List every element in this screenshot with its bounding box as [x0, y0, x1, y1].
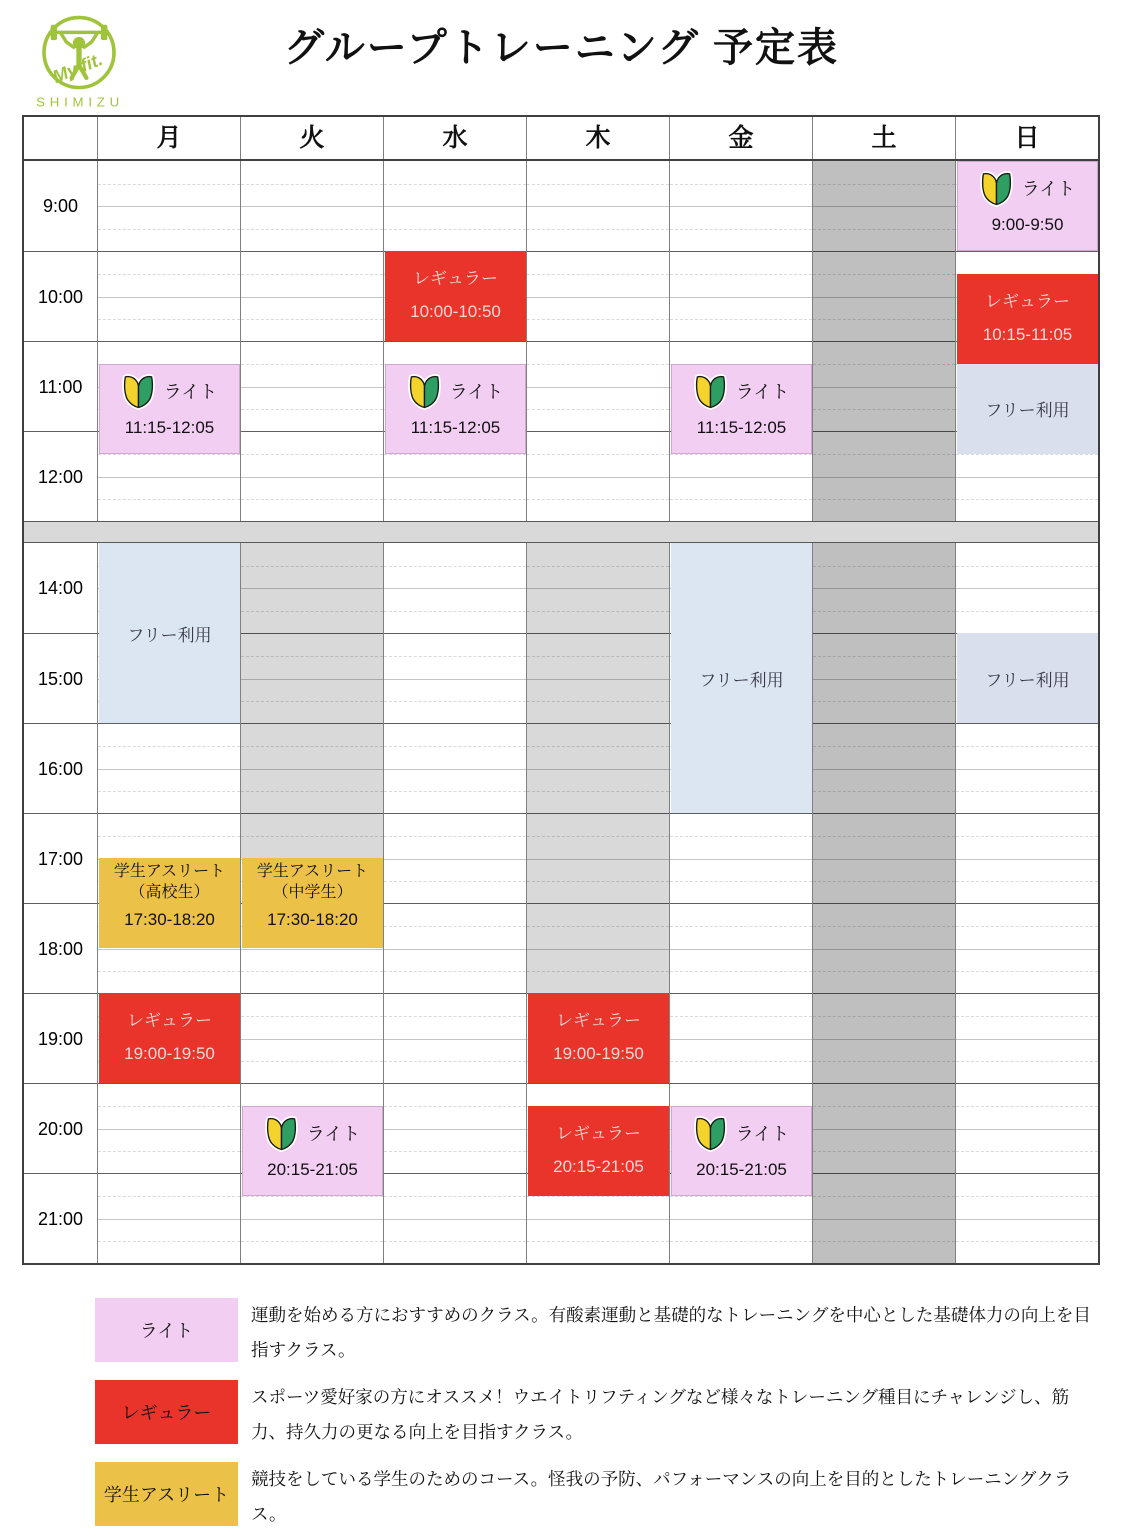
quarter-gridline: [956, 566, 1098, 567]
free-use-label: フリー利用: [699, 670, 784, 690]
hour-cell: [670, 993, 812, 1083]
quarter-gridline: [527, 229, 669, 230]
class-block-light: [242, 1106, 383, 1196]
logo-brand-text: My fit.: [49, 48, 106, 88]
day-column-tue: [240, 161, 383, 1263]
hour-cell: [98, 251, 240, 341]
quarter-gridline: [670, 454, 812, 455]
schedule-body: [24, 161, 1098, 1263]
hour-cell: [241, 341, 383, 431]
class-block-regular: [528, 993, 669, 1083]
free-use-block: [99, 543, 240, 723]
quarter-gridline: [384, 679, 526, 680]
free-use-label: フリー利用: [127, 625, 212, 645]
quarter-gridline: [527, 297, 669, 298]
quarter-gridline: [527, 319, 669, 320]
hour-cell: [956, 813, 1098, 903]
class-block-light: [671, 1106, 812, 1196]
beginner-mark-icon: [980, 169, 1013, 207]
class-time: 9:00-9:50: [991, 215, 1064, 234]
time-column: [24, 161, 97, 1263]
class-label: ライト: [163, 381, 218, 402]
quarter-gridline: [956, 746, 1098, 747]
time-label: 17:00: [24, 813, 97, 903]
quarter-gridline: [98, 1151, 240, 1152]
quarter-gridline: [384, 971, 526, 972]
time-label: 12:00: [24, 431, 97, 521]
free-use-label: フリー利用: [985, 401, 1070, 420]
quarter-gridline: [241, 1219, 383, 1220]
page-title: グループトレーニング 予定表: [283, 26, 840, 70]
class-time: 11:15-12:05: [696, 417, 787, 437]
quarter-gridline: [384, 746, 526, 747]
class-time: 11:15-12:05: [410, 417, 501, 437]
quarter-gridline: [241, 297, 383, 298]
quarter-gridline: [670, 1219, 812, 1220]
time-label: 21:00: [24, 1173, 97, 1263]
quarter-gridline: [384, 836, 526, 837]
quarter-gridline: [98, 949, 240, 950]
free-use-block: [671, 543, 812, 813]
hour-cell: [384, 903, 526, 993]
quarter-gridline: [241, 1016, 383, 1017]
quarter-gridline: [384, 1196, 526, 1197]
quarter-gridline: [956, 1196, 1098, 1197]
class-label: レギュラー: [556, 1123, 641, 1143]
class-label: ライト: [735, 1123, 790, 1144]
quarter-gridline: [956, 499, 1098, 500]
quarter-gridline: [384, 184, 526, 185]
quarter-gridline: [98, 499, 240, 500]
hour-cell: [670, 161, 812, 251]
quarter-gridline: [98, 274, 240, 275]
midday-closed-band: [24, 521, 1098, 543]
hour-cell: [956, 903, 1098, 993]
hour-cell: [384, 813, 526, 903]
class-time: 10:00-10:50: [410, 302, 501, 321]
beginner-mark-icon: [694, 1114, 727, 1152]
time-label: 11:00: [24, 341, 97, 431]
class-label: 学生アスリート: [113, 863, 226, 880]
hour-cell: [384, 633, 526, 723]
quarter-gridline: [241, 1196, 383, 1197]
beginner-mark-icon: [122, 372, 155, 410]
quarter-gridline: [241, 206, 383, 207]
day-header-sat: 土: [812, 117, 955, 159]
quarter-gridline: [98, 477, 240, 478]
quarter-gridline: [241, 499, 383, 500]
quarter-gridline: [241, 184, 383, 185]
legend-item-student: [95, 1462, 1105, 1529]
quarter-gridline: [670, 274, 812, 275]
quarter-gridline: [241, 409, 383, 410]
class-time: 20:15-21:05: [267, 1159, 358, 1179]
quarter-gridline: [384, 566, 526, 567]
quarter-gridline: [241, 477, 383, 478]
quarter-gridline: [670, 319, 812, 320]
class-sublabel: （高校生）: [129, 884, 210, 901]
quarter-gridline: [527, 1241, 669, 1242]
closed-block-sat: [813, 543, 955, 1263]
class-block-regular: [385, 251, 526, 341]
class-label: ライト: [449, 381, 504, 402]
hour-cell: [384, 993, 526, 1083]
hour-cell: [527, 161, 669, 251]
quarter-gridline: [98, 1196, 240, 1197]
beginner-mark-icon: [265, 1114, 298, 1152]
hour-cell: [527, 431, 669, 521]
beginner-mark-icon: [694, 372, 727, 410]
quarter-gridline: [956, 1016, 1098, 1017]
class-block-light: [385, 364, 526, 454]
quarter-gridline: [956, 1219, 1098, 1220]
legend-swatch-student: 学生アスリート: [95, 1462, 238, 1526]
corner-cell: [24, 117, 97, 159]
quarter-gridline: [956, 1129, 1098, 1130]
quarter-gridline: [956, 769, 1098, 770]
quarter-gridline: [527, 477, 669, 478]
day-header-mon: 月: [97, 117, 240, 159]
day-header-sun: 日: [955, 117, 1098, 159]
class-label: ライト: [735, 381, 790, 402]
quarter-gridline: [956, 926, 1098, 927]
quarter-gridline: [241, 229, 383, 230]
quarter-gridline: [98, 1106, 240, 1107]
quarter-gridline: [956, 971, 1098, 972]
class-label: ライト: [306, 1123, 361, 1144]
quarter-gridline: [670, 1039, 812, 1040]
class-time: 20:15-21:05: [696, 1159, 787, 1179]
time-label: 10:00: [24, 251, 97, 341]
quarter-gridline: [384, 881, 526, 882]
legend-swatch-regular: レギュラー: [95, 1380, 238, 1444]
quarter-gridline: [670, 1241, 812, 1242]
quarter-gridline: [956, 949, 1098, 950]
quarter-gridline: [241, 364, 383, 365]
quarter-gridline: [956, 1241, 1098, 1242]
quarter-gridline: [98, 836, 240, 837]
quarter-gridline: [670, 881, 812, 882]
quarter-gridline: [527, 409, 669, 410]
hour-cell: [98, 1173, 240, 1263]
quarter-gridline: [384, 859, 526, 860]
closed-block-tue: [241, 543, 383, 858]
legend-item-regular: [95, 1380, 1105, 1450]
quarter-gridline: [670, 926, 812, 927]
quarter-gridline: [670, 477, 812, 478]
quarter-gridline: [384, 1241, 526, 1242]
quarter-gridline: [241, 1061, 383, 1062]
quarter-gridline: [956, 1039, 1098, 1040]
quarter-gridline: [956, 1061, 1098, 1062]
quarter-gridline: [241, 949, 383, 950]
quarter-gridline: [384, 1039, 526, 1040]
quarter-gridline: [670, 206, 812, 207]
quarter-gridline: [384, 949, 526, 950]
hour-cell: [384, 543, 526, 633]
quarter-gridline: [384, 656, 526, 657]
quarter-gridline: [956, 611, 1098, 612]
quarter-gridline: [670, 499, 812, 500]
hour-cell: [241, 161, 383, 251]
time-label: 15:00: [24, 633, 97, 723]
hour-cell: [384, 723, 526, 813]
hour-cell: [241, 431, 383, 521]
free-use-block: [957, 364, 1098, 454]
class-block-regular: [957, 274, 1098, 364]
class-label: レギュラー: [985, 291, 1070, 311]
quarter-gridline: [384, 926, 526, 927]
quarter-gridline: [384, 206, 526, 207]
class-time: 11:15-12:05: [124, 417, 215, 437]
hour-cell: [527, 341, 669, 431]
class-block-light: [99, 364, 240, 454]
hour-cell: [384, 1173, 526, 1263]
hour-cell: [956, 723, 1098, 813]
quarter-gridline: [98, 206, 240, 207]
class-time: 10:15-11:05: [982, 324, 1073, 344]
legend-swatch-light: ライト: [95, 1298, 238, 1362]
quarter-gridline: [956, 791, 1098, 792]
day-column-fri: [669, 161, 812, 1263]
schedule-table: [22, 115, 1100, 1265]
day-column-thu: [526, 161, 669, 1263]
quarter-gridline: [670, 949, 812, 950]
quarter-gridline: [384, 611, 526, 612]
hour-cell: [98, 161, 240, 251]
quarter-gridline: [384, 701, 526, 702]
quarter-gridline: [670, 297, 812, 298]
quarter-gridline: [98, 184, 240, 185]
class-block-regular: [528, 1106, 669, 1196]
quarter-gridline: [241, 1039, 383, 1040]
quarter-gridline: [384, 1219, 526, 1220]
quarter-gridline: [527, 1219, 669, 1220]
quarter-gridline: [98, 297, 240, 298]
quarter-gridline: [384, 229, 526, 230]
day-header-tue: 火: [240, 117, 383, 159]
day-header-wed: 水: [383, 117, 526, 159]
time-label: 14:00: [37, 578, 84, 598]
day-header-fri: 金: [669, 117, 812, 159]
quarter-gridline: [241, 971, 383, 972]
quarter-gridline: [670, 229, 812, 230]
time-label: 18:00: [24, 903, 97, 993]
legend-description: 運動を始める方におすすめのクラス。有酸素運動と基礎的なトレーニングを中心とした基礎体力の向上を目指すクラス。: [251, 1305, 1091, 1360]
class-label: ライト: [1021, 179, 1076, 199]
quarter-gridline: [956, 477, 1098, 478]
quarter-gridline: [98, 746, 240, 747]
time-label: 20:00: [24, 1083, 97, 1173]
quarter-gridline: [956, 1106, 1098, 1107]
day-column-wed: [383, 161, 526, 1263]
class-block-student: [99, 858, 240, 948]
class-time: 17:30-18:20: [267, 910, 358, 929]
time-label: 19:00: [24, 993, 97, 1083]
quarter-gridline: [384, 769, 526, 770]
closed-block-thu: [527, 543, 669, 993]
hour-cell: [241, 251, 383, 341]
quarter-gridline: [527, 387, 669, 388]
hour-cell: [241, 993, 383, 1083]
quarter-gridline: [956, 836, 1098, 837]
class-block-regular: [99, 993, 240, 1083]
quarter-gridline: [527, 1196, 669, 1197]
hour-cell: [670, 813, 812, 903]
free-use-label: フリー利用: [985, 670, 1070, 690]
hour-cell: [98, 723, 240, 813]
quarter-gridline: [98, 971, 240, 972]
class-block-student: [242, 858, 383, 948]
quarter-gridline: [98, 229, 240, 230]
quarter-gridline: [384, 1129, 526, 1130]
hour-cell: [670, 903, 812, 993]
quarter-gridline: [241, 274, 383, 275]
quarter-gridline: [956, 1151, 1098, 1152]
legend-description: 競技をしている学生のためのコース。怪我の予防、パフォーマンスの向上を目的としたトレーニングクラス。: [251, 1469, 1072, 1524]
time-label: 16:00: [24, 723, 97, 813]
quarter-gridline: [956, 588, 1098, 589]
quarter-gridline: [527, 499, 669, 500]
quarter-gridline: [98, 769, 240, 770]
class-time: 20:15-21:05: [553, 1156, 644, 1176]
quarter-gridline: [384, 1151, 526, 1152]
class-block-light: [957, 161, 1098, 251]
quarter-gridline: [527, 184, 669, 185]
closed-block-sat: [813, 161, 955, 521]
quarter-gridline: [241, 319, 383, 320]
quarter-gridline: [98, 454, 240, 455]
quarter-gridline: [241, 387, 383, 388]
logo-sub-text: SHIMIZU: [36, 94, 124, 110]
quarter-gridline: [527, 206, 669, 207]
legend-item-light: [95, 1298, 1105, 1368]
class-block-light: [671, 364, 812, 454]
quarter-gridline: [98, 1241, 240, 1242]
quarter-gridline: [241, 454, 383, 455]
quarter-gridline: [670, 184, 812, 185]
quarter-gridline: [384, 791, 526, 792]
hour-cell: [384, 161, 526, 251]
beginner-mark-icon: [408, 372, 441, 410]
quarter-gridline: [956, 859, 1098, 860]
hour-cell: [956, 993, 1098, 1083]
quarter-gridline: [384, 477, 526, 478]
class-sublabel: （中学生）: [272, 884, 353, 901]
quarter-gridline: [98, 1219, 240, 1220]
quarter-gridline: [98, 1129, 240, 1130]
class-time: 19:00-19:50: [124, 1044, 215, 1063]
legend-description: スポーツ愛好家の方にオススメ！ウエイトリフティングなど様々なトレーニング種目にチャレンジし、筋力、持久力の更なる向上を目指すクラス。: [251, 1387, 1070, 1442]
quarter-gridline: [384, 588, 526, 589]
hour-cell: [527, 251, 669, 341]
day-header-row: [24, 117, 1098, 161]
class-label: レギュラー: [556, 1011, 641, 1030]
quarter-gridline: [384, 1016, 526, 1017]
class-time: 17:30-18:20: [124, 910, 215, 929]
quarter-gridline: [98, 791, 240, 792]
quarter-gridline: [670, 1061, 812, 1062]
quarter-gridline: [384, 1106, 526, 1107]
class-time: 19:00-19:50: [553, 1044, 644, 1063]
quarter-gridline: [956, 454, 1098, 455]
free-use-block: [957, 633, 1098, 723]
hour-cell: [956, 543, 1098, 633]
day-header-thu: 木: [526, 117, 669, 159]
hour-cell: [384, 1083, 526, 1173]
quarter-gridline: [956, 881, 1098, 882]
quarter-gridline: [527, 454, 669, 455]
hour-cell: [98, 1083, 240, 1173]
class-label: 学生アスリート: [256, 863, 369, 880]
class-label: レギュラー: [127, 1011, 212, 1030]
day-column-mon: [97, 161, 240, 1263]
quarter-gridline: [670, 836, 812, 837]
legend: [95, 1298, 1105, 1529]
quarter-gridline: [527, 274, 669, 275]
hour-cell: [956, 1173, 1098, 1263]
quarter-gridline: [384, 1061, 526, 1062]
quarter-gridline: [384, 499, 526, 500]
quarter-gridline: [527, 364, 669, 365]
quarter-gridline: [384, 454, 526, 455]
day-column-sun: [955, 161, 1098, 1263]
quarter-gridline: [98, 319, 240, 320]
class-label: レギュラー: [413, 269, 498, 288]
time-label: 9:00: [42, 196, 79, 216]
quarter-gridline: [670, 971, 812, 972]
hour-cell: [956, 1083, 1098, 1173]
quarter-gridline: [670, 1196, 812, 1197]
quarter-gridline: [241, 1241, 383, 1242]
quarter-gridline: [670, 1016, 812, 1017]
hour-cell: [670, 251, 812, 341]
day-column-sat: [812, 161, 955, 1263]
quarter-gridline: [670, 859, 812, 860]
